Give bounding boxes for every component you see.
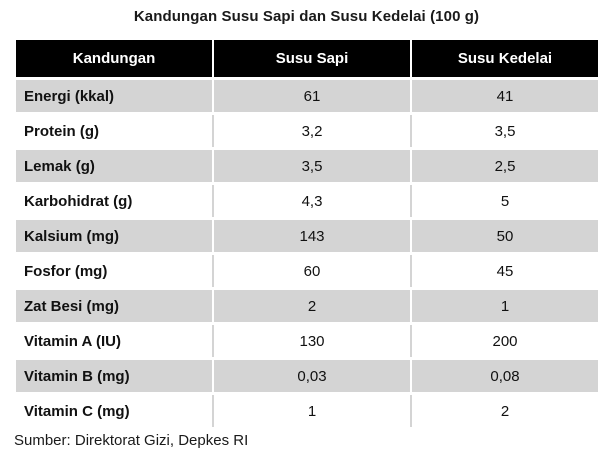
susu-sapi-value: 4,3 [213, 184, 411, 219]
susu-kedelai-value: 2 [411, 394, 598, 428]
susu-sapi-value: 130 [213, 324, 411, 359]
table-row [16, 114, 598, 149]
table-row [16, 324, 598, 359]
susu-sapi-value: 2 [213, 289, 411, 324]
susu-kedelai-value: 5 [411, 184, 598, 219]
row-label: Protein (g) [16, 114, 213, 149]
header-row [16, 40, 598, 79]
susu-sapi-value: 61 [213, 79, 411, 114]
susu-sapi-value: 3,2 [213, 114, 411, 149]
table-row [16, 394, 598, 428]
column-header-susu-kedelai: Susu Kedelai [411, 40, 598, 79]
column-header-kandungan: Kandungan [16, 40, 213, 79]
table-row [16, 219, 598, 254]
susu-kedelai-value: 2,5 [411, 149, 598, 184]
susu-kedelai-value: 45 [411, 254, 598, 289]
table-row [16, 359, 598, 394]
susu-kedelai-value: 3,5 [411, 114, 598, 149]
row-label: Vitamin C (mg) [16, 394, 213, 428]
susu-kedelai-value: 0,08 [411, 359, 598, 394]
susu-kedelai-value: 200 [411, 324, 598, 359]
row-label: Kalsium (mg) [16, 219, 213, 254]
row-label: Karbohidrat (g) [16, 184, 213, 219]
table-row [16, 289, 598, 324]
susu-sapi-value: 143 [213, 219, 411, 254]
row-label: Energi (kkal) [16, 79, 213, 114]
row-label: Vitamin A (IU) [16, 324, 213, 359]
susu-sapi-value: 3,5 [213, 149, 411, 184]
row-label: Lemak (g) [16, 149, 213, 184]
source-note: Sumber: Direktorat Gizi, Depkes RI [14, 432, 249, 449]
nutrition-table [16, 40, 598, 427]
susu-sapi-value: 60 [213, 254, 411, 289]
table-row [16, 149, 598, 184]
susu-kedelai-value: 41 [411, 79, 598, 114]
row-label: Zat Besi (mg) [16, 289, 213, 324]
row-label: Fosfor (mg) [16, 254, 213, 289]
susu-kedelai-value: 1 [411, 289, 598, 324]
susu-sapi-value: 1 [213, 394, 411, 428]
table-row [16, 79, 598, 114]
susu-kedelai-value: 50 [411, 219, 598, 254]
table-title: Kandungan Susu Sapi dan Susu Kedelai (100 g) [133, 8, 480, 25]
table-row [16, 184, 598, 219]
table-row [16, 254, 598, 289]
susu-sapi-value: 0,03 [213, 359, 411, 394]
column-header-susu-sapi: Susu Sapi [213, 40, 411, 79]
row-label: Vitamin B (mg) [16, 359, 213, 394]
